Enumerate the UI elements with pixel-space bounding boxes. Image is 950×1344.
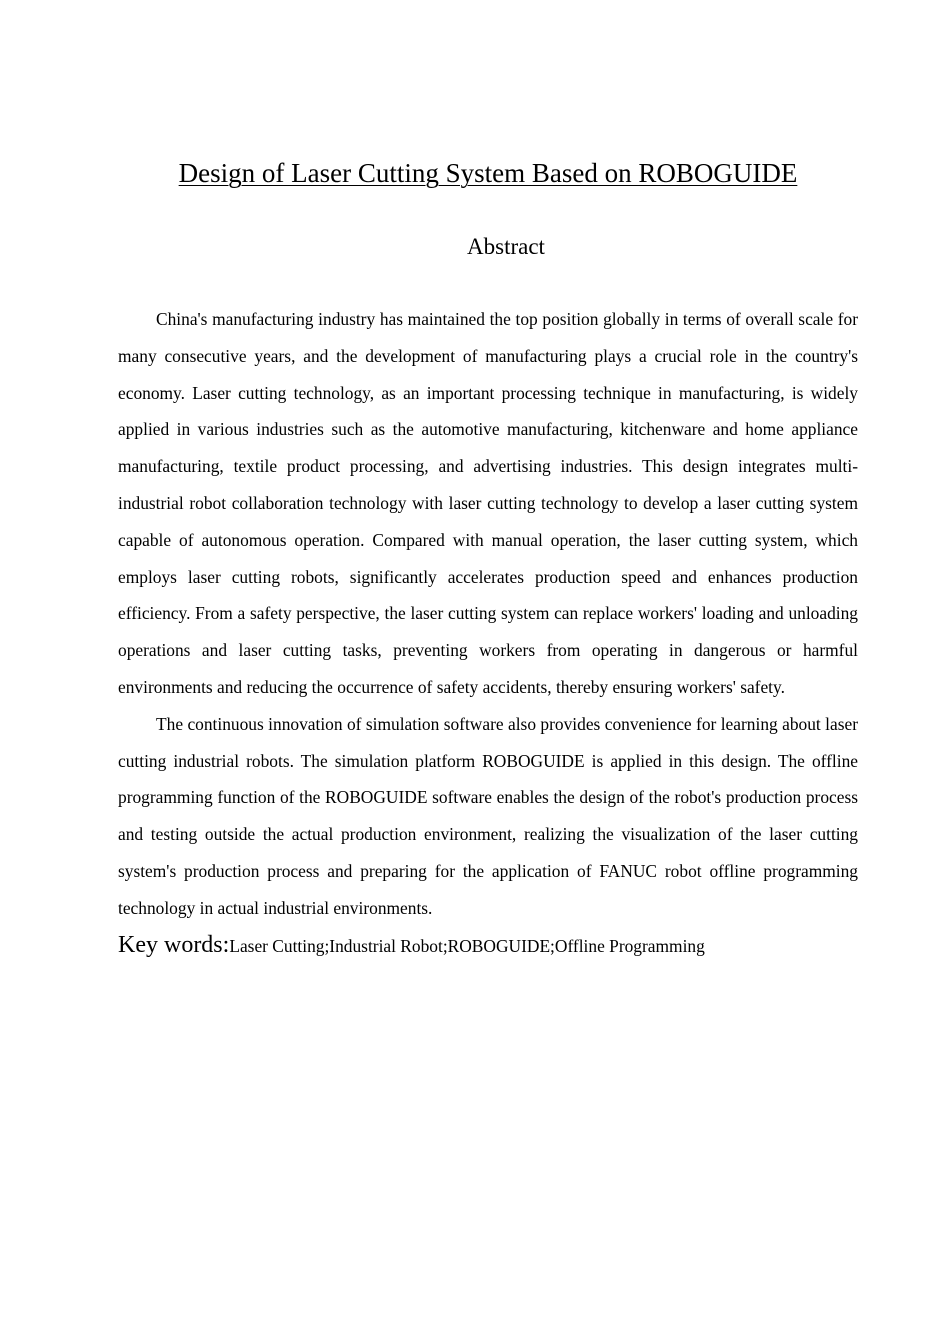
- keywords-line: [118, 927, 858, 965]
- document-title-text: Design of Laser Cutting System Based on ROBOGUIDE: [178, 158, 798, 188]
- abstract-heading: Abstract: [467, 234, 545, 259]
- document-title: [118, 154, 858, 192]
- abstract-body: [118, 301, 858, 964]
- abstract-paragraph-2: The continuous innovation of simulation software also provides convenience for learning about laser cutting industrial robots. The simulation platform ROBOGUIDE is applied in this design. The offline programming function of the ROBOGUIDE software enables the design of the robot's production process and testing outside the actual production environment, realizing the visualization of the laser cutting system's production process and preparing for the application of FANUC robot offline programming technology in actual industrial environments.: [118, 713, 858, 918]
- keywords-text: Laser Cutting;Industrial Robot;ROBOGUIDE;Offline Programming: [229, 935, 705, 956]
- keywords-label: Key words:: [118, 931, 230, 958]
- abstract-paragraph-1: China's manufacturing industry has maintained the top position globally in terms of overall scale for many consecutive years, and the development of manufacturing plays a crucial role in the country's economy. Laser cutting technology, as an important processing technique in manufacturing, is widely applied in various industries such as the automotive manufacturing, kitchenware and home appliance manufacturing, textile product processing, and advertising industries. This design integrates multi-industrial robot collaboration technology with laser cutting technology to develop a laser cutting system capable of autonomous operation. Compared with manual operation, the laser cutting system, which employs laser cutting robots, significantly accelerates production speed and enhances production efficiency. From a safety perspective, the laser cutting system can replace workers' loading and unloading operations and laser cutting tasks, preventing workers from operating in dangerous or harmful environments and reducing the occurrence of safety accidents, thereby ensuring workers' safety.: [118, 309, 858, 697]
